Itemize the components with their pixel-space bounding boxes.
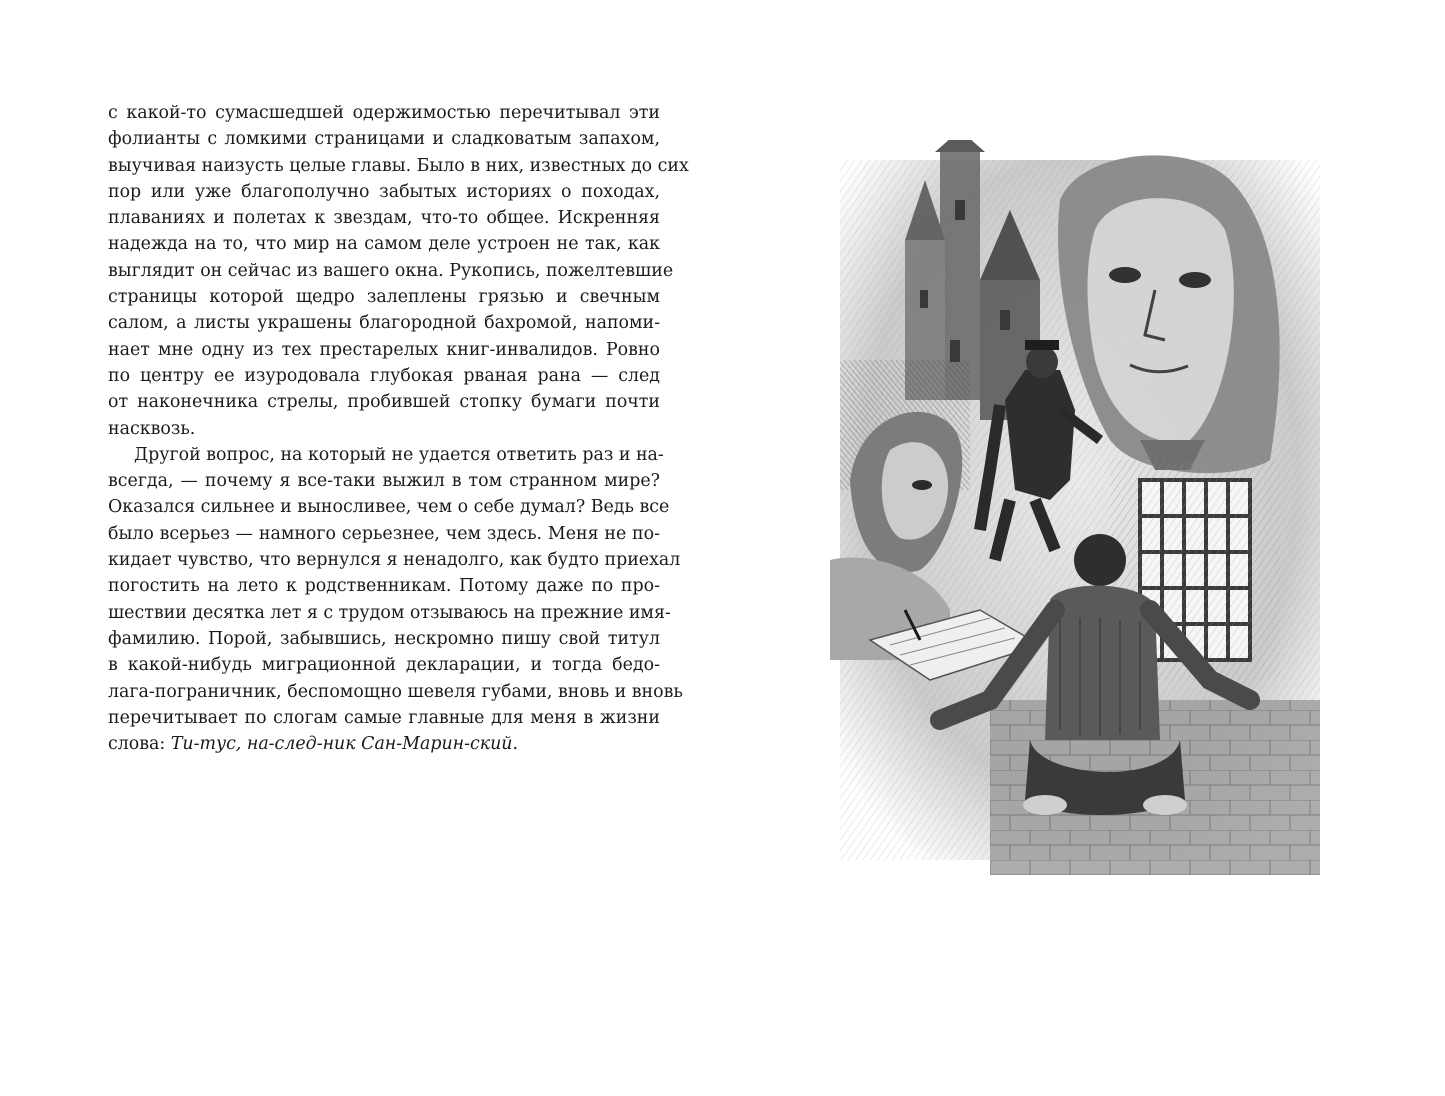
text-line: страницы которой щедро залеплены грязью и свечным (108, 287, 660, 308)
body-text (108, 100, 689, 757)
text-line: лага-пограничник, беспомощно шевеля губами, вновь и вновь (108, 681, 683, 702)
text-line: по центру ее изуродовала глубокая рваная рана — след (108, 365, 660, 386)
pencil-illustration (810, 140, 1335, 875)
text-line: Оказался сильнее и выносливее, чем о себе думал? Ведь все (108, 497, 670, 518)
text-line: погостить на лето к родственникам. Потому даже по про- (108, 576, 660, 597)
text-line: выглядит он сейчас из вашего окна. Рукопись, пожелтевшие (108, 260, 674, 281)
text-line: выучивая наизусть целые главы. Было в них, известных до сих (108, 155, 689, 176)
text-line: кидает чувство, что вернулся я ненадолго, как будто приехал (108, 550, 681, 571)
text-line: было всерьез — намного серьезнее, чем здесь. Меня не по- (108, 523, 660, 544)
text-line: шествии десятка лет я с трудом отзываюсь на прежние имя- (108, 602, 671, 623)
text-line: от наконечника стрелы, пробившей стопку бумаги почти (108, 392, 660, 413)
text-line-final (108, 731, 660, 757)
text-line: фолианты с ломкими страницами и сладковатым запахом, (108, 129, 660, 150)
text-line: перечитывает по слогам самые главные для меня в жизни (108, 707, 660, 728)
final-prefix: слова: (108, 734, 171, 755)
text-line: в какой-нибудь миграционной декларации, и тогда бедо- (108, 655, 660, 676)
text-line: Другой вопрос, на который не удается ответить раз и на- (134, 444, 664, 465)
text-line: надежда на то, что мир на самом деле устроен не так, как (108, 234, 660, 255)
text-line: пор или уже благополучно забытых историях о походах, (108, 181, 660, 202)
text-line: всегда, — почему я все-таки выжил в том странном мире? (108, 471, 660, 492)
text-line: салом, а листы украшены благородной бахромой, напоми- (108, 313, 660, 334)
paragraph-1 (108, 100, 689, 442)
text-line: нает мне одну из тех престарелых книг-инвалидов. Ровно (108, 339, 660, 360)
text-line: плаваниях и полетах к звездам, что-то общее. Искренняя (108, 208, 660, 229)
text-line: насквозь. (108, 418, 196, 439)
paragraph-2 (108, 442, 683, 758)
text-line: фамилию. Порой, забывшись, нескромно пишу свой титул (108, 628, 660, 649)
text-line: с какой-то сумасшедшей одержимостью перечитывал эти (108, 103, 660, 123)
illustration-drawing (810, 140, 1335, 875)
title-name-italic: Ти-тус, на-след-ник Сан-Марин-ский (170, 734, 513, 755)
final-suffix: . (512, 734, 519, 755)
